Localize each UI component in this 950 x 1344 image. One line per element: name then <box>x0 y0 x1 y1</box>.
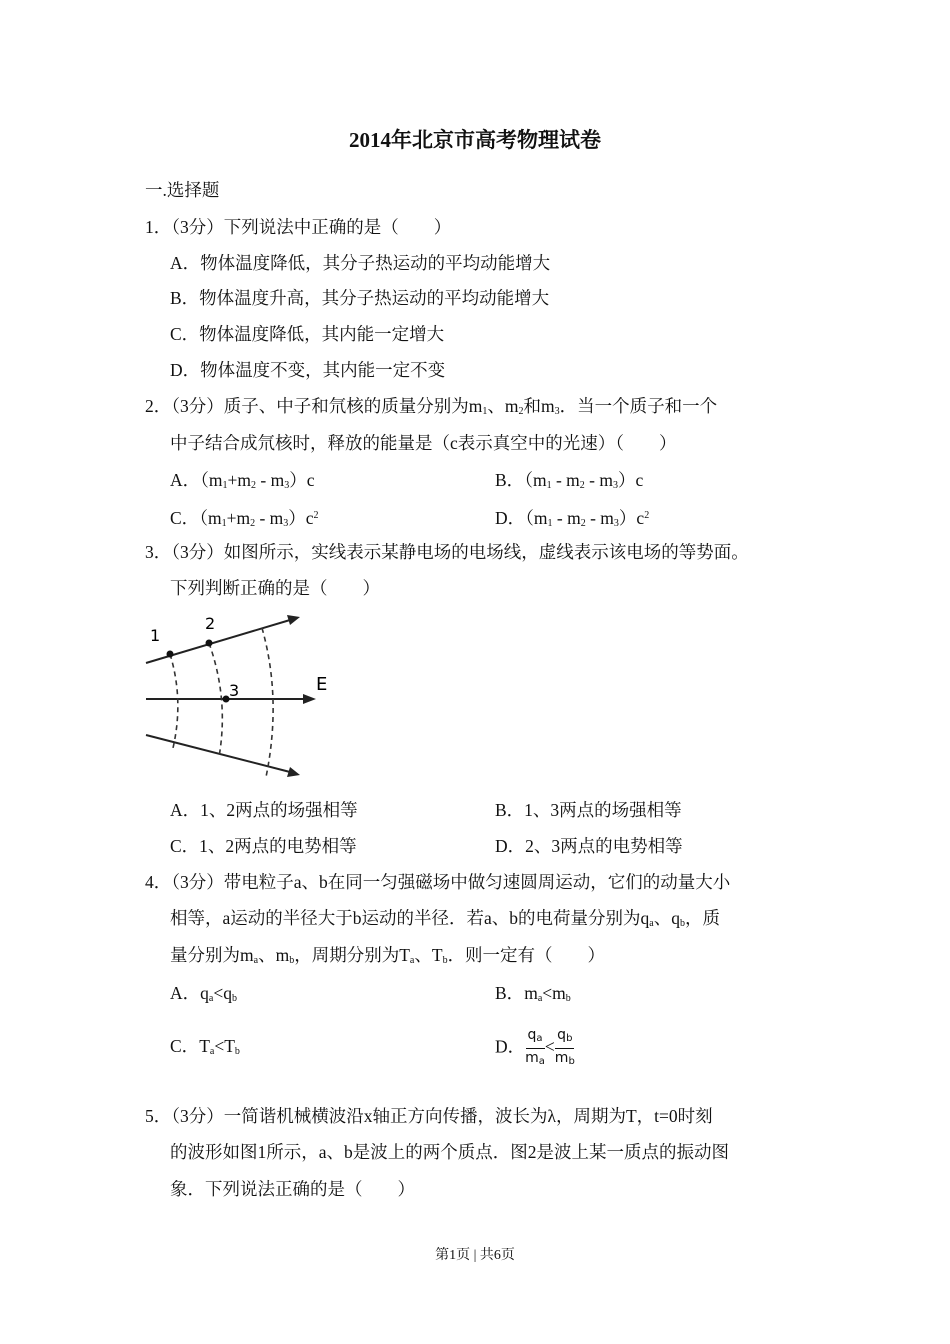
point-2 <box>206 640 213 647</box>
text-segment: - <box>256 470 271 490</box>
text-segment: ，质 <box>685 908 720 928</box>
text-segment: < <box>542 983 553 1003</box>
equipotential-line <box>262 628 273 777</box>
text-segment: A． <box>170 470 201 490</box>
text-segment: b <box>568 1056 575 1067</box>
text-segment: 2 <box>580 518 586 529</box>
text-segment: b <box>289 955 295 966</box>
q4-option-a <box>170 981 237 1011</box>
label-3: 3 <box>229 681 240 700</box>
text-segment: ） <box>289 470 307 490</box>
text-segment: （3分）一简谐机械横波沿x轴正方向传播，波长为λ，周期为T，t=0时刻 <box>171 1106 713 1126</box>
text-segment: + <box>227 470 238 490</box>
text-segment: < <box>214 1036 225 1056</box>
text-segment: B． <box>495 983 525 1003</box>
arrow-head <box>287 767 300 777</box>
q4-option-d <box>495 1026 575 1071</box>
text-segment: q <box>557 1027 567 1043</box>
text-segment: 2 <box>518 406 524 417</box>
text-segment: m <box>533 508 548 528</box>
text-segment: m <box>541 396 555 416</box>
text-segment: C． <box>170 508 200 528</box>
text-segment: ．则一定有（ ） <box>447 945 606 965</box>
q1-option-d: D．物体温度不变，其内能一定不变 <box>170 360 446 380</box>
text-segment: m <box>600 508 614 528</box>
text-segment: < <box>213 983 224 1003</box>
text-segment: 1 <box>222 480 228 491</box>
text-segment: （3分）质子、中子和氘核的质量分别为 <box>171 396 469 416</box>
text-segment: 3 <box>554 406 560 417</box>
text-segment: C． <box>170 1036 200 1056</box>
text-segment: m <box>468 396 483 416</box>
text-segment: 2 <box>251 480 257 491</box>
q4-line-3 <box>170 943 605 973</box>
text-segment: + <box>226 508 237 528</box>
question-4 <box>145 870 730 894</box>
text-segment: 5． <box>145 1106 172 1126</box>
text-segment: 2 <box>579 480 585 491</box>
section-heading: 一.选择题 <box>145 180 220 200</box>
arrow-head <box>287 615 300 625</box>
question-stem: （3分）下列说法中正确的是（ ） <box>171 217 452 237</box>
text-segment: b <box>565 993 571 1004</box>
q4-option-b <box>495 981 571 1011</box>
fraction <box>525 1026 545 1071</box>
text-segment: m <box>524 983 538 1003</box>
text-segment: a <box>536 1033 543 1044</box>
text-segment: a <box>209 1046 215 1057</box>
q1-option-c: C．物体温度降低，其内能一定增大 <box>170 324 445 344</box>
equipotential-line <box>170 654 178 748</box>
text-segment: - <box>585 508 601 528</box>
q3-option-d: D．2、3两点的电势相等 <box>495 836 683 856</box>
text-segment: a <box>208 993 214 1004</box>
q1-option-a: A．物体温度降低，其分子热运动的平均动能增大 <box>170 253 551 273</box>
text-segment: m <box>270 470 285 490</box>
text-segment: 4． <box>145 872 172 892</box>
text-segment: q <box>200 983 209 1003</box>
q3-line-2: 下列判断正确的是（ ） <box>170 578 380 598</box>
text-segment: m <box>566 470 580 490</box>
text-segment: 1 <box>547 518 553 529</box>
text-segment: a <box>253 955 259 966</box>
text-segment: 2 <box>313 510 319 521</box>
page-title: 2014年北京市高考物理试卷 <box>349 128 601 152</box>
q2-line-2: 中子结合成氘核时，释放的能量是（c表示真空中的光速）（ ） <box>170 433 677 453</box>
text-segment: m <box>208 470 223 490</box>
text-segment: ） <box>288 508 306 528</box>
text-segment: 、 <box>487 396 505 416</box>
text-segment: a <box>538 1056 545 1067</box>
text-segment: 1 <box>546 480 552 491</box>
text-segment: （ <box>525 508 534 528</box>
text-segment: m <box>567 508 581 528</box>
text-segment: 、m <box>258 945 290 965</box>
text-segment: 2 <box>644 510 650 521</box>
q3-option-b: B．1、3两点的场强相等 <box>495 800 682 820</box>
arrow-head <box>303 694 316 704</box>
text-segment: q <box>223 983 232 1003</box>
text-segment: b <box>234 1046 240 1057</box>
label-1: 1 <box>150 626 161 645</box>
q4-option-c <box>170 1034 240 1064</box>
text-segment: 、q <box>653 908 680 928</box>
text-segment: 相等，a运动的半径大于b运动的半径．若a、b的电荷量分别为q <box>170 908 650 928</box>
text-segment: b <box>680 918 685 929</box>
text-segment: 3 <box>283 518 289 529</box>
text-segment: m <box>552 983 566 1003</box>
text-segment: （ <box>199 508 208 528</box>
text-segment: m <box>532 470 547 490</box>
text-segment: c <box>636 508 645 528</box>
q5-line-2: 的波形如图1所示，a、b是波上的两个质点．图2是波上某一质点的振动图 <box>170 1142 730 1162</box>
text-segment: ） <box>618 508 637 528</box>
text-segment: m <box>599 470 613 490</box>
text-segment: c <box>306 470 315 490</box>
text-segment: m <box>237 470 252 490</box>
text-segment: D． <box>495 1036 526 1057</box>
text-segment: D． <box>495 508 526 528</box>
text-segment: 量分别为m <box>170 945 254 965</box>
text-segment: ） <box>617 470 636 490</box>
text-segment: （ <box>200 470 209 490</box>
text-segment: ．当一个质子和一个 <box>559 396 718 416</box>
diagram-part <box>167 640 230 703</box>
label-e: E <box>316 674 328 695</box>
text-segment: m <box>554 1050 569 1066</box>
page-footer: 第1页 | 共6页 <box>435 1248 515 1263</box>
text-segment: m <box>269 508 284 528</box>
q3-option-c: C．1、2两点的电势相等 <box>170 836 357 856</box>
text-segment: q <box>527 1027 537 1043</box>
text-segment: c <box>305 508 314 528</box>
q3-option-a: A．1、2两点的场强相等 <box>170 800 358 820</box>
text-segment: m <box>504 396 519 416</box>
text-segment: 1 <box>482 406 488 417</box>
text-segment: c <box>635 470 644 490</box>
q4-line-2 <box>170 906 720 936</box>
text-segment: b <box>231 993 237 1004</box>
text-segment: 2． <box>145 396 172 416</box>
text-segment: a <box>409 955 415 966</box>
text-segment: - <box>552 508 568 528</box>
text-segment: - <box>584 470 600 490</box>
text-segment: - <box>255 508 270 528</box>
text-segment: m <box>525 1050 539 1066</box>
question-5 <box>145 1104 713 1128</box>
text-segment: 3 <box>613 518 619 529</box>
fraction <box>555 1026 575 1071</box>
text-segment: a <box>537 993 543 1004</box>
text-segment: 和 <box>523 396 541 416</box>
text-segment: 3． <box>145 542 172 562</box>
text-segment: 1 <box>221 518 227 529</box>
text-segment: 3 <box>284 480 290 491</box>
text-segment: m <box>207 508 222 528</box>
text-segment: （3分）如图所示，实线表示某静电场的电场线，虚线表示该电场的等势面。 <box>171 542 749 562</box>
label-2: 2 <box>205 614 216 633</box>
point-1 <box>167 651 174 658</box>
text-segment: m <box>236 508 251 528</box>
text-segment: 3 <box>612 480 618 491</box>
text-segment: - <box>551 470 567 490</box>
text-segment: 、T <box>414 945 443 965</box>
text-segment: a <box>649 918 654 929</box>
question-number: 1． <box>145 217 172 237</box>
text-segment: b <box>566 1033 573 1044</box>
diagram-part <box>287 615 316 777</box>
text-segment: （3分）带电粒子a、b在同一匀强磁场中做匀速圆周运动，它们的动量大小 <box>171 872 731 892</box>
q5-line-3: 象．下列说法正确的是（ ） <box>170 1179 415 1199</box>
text-segment: B． <box>495 470 525 490</box>
text-segment: b <box>442 955 448 966</box>
text-segment: （ <box>524 470 533 490</box>
q1-option-b: B．物体温度升高，其分子热运动的平均动能增大 <box>170 288 550 308</box>
text-segment: < <box>544 1036 555 1057</box>
text-segment: A． <box>170 983 201 1003</box>
text-segment: 2 <box>250 518 256 529</box>
text-segment: ，周期分别为T <box>294 945 410 965</box>
text-segment: T <box>224 1036 235 1056</box>
text-segment: T <box>199 1036 210 1056</box>
